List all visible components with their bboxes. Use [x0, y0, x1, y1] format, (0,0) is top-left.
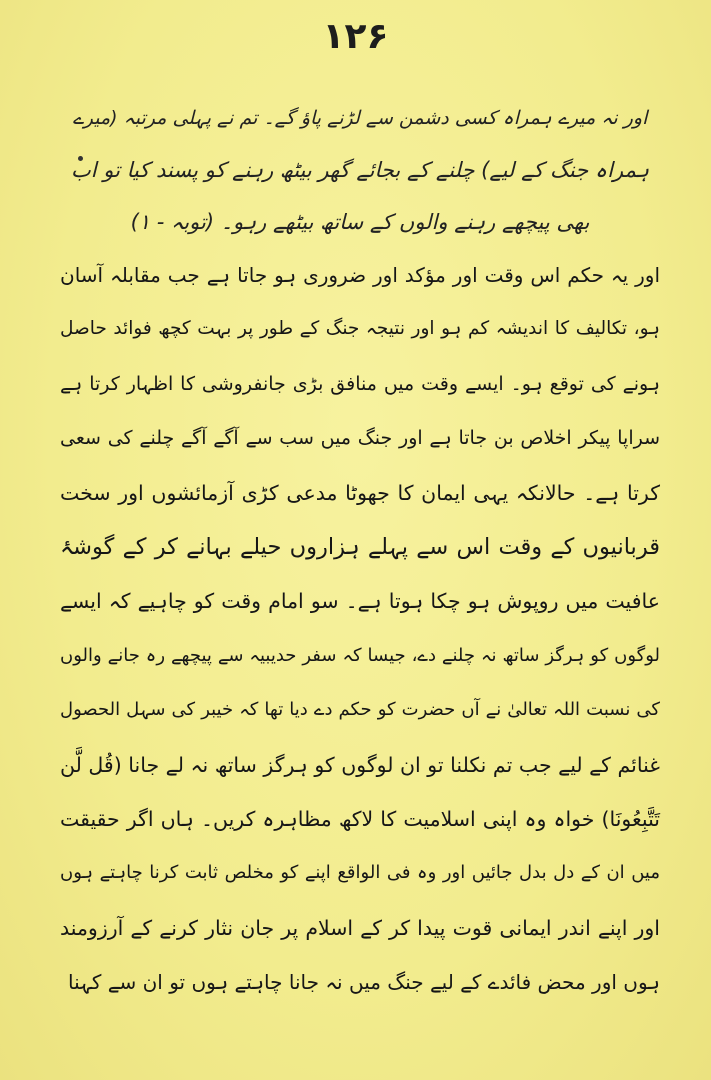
text-line: اور یہ حکم اس وقت اور مؤکد اور ضروری ہو جاتا ہے جب مقابلہ آسان	[60, 263, 660, 287]
quote-line: اور نہ میرے ہمراہ کسی دشمن سے لڑنے پاؤ گے۔ تم نے پہلی مرتبہ (میرے	[72, 107, 648, 129]
text-line: اور اپنے اندر ایمانی قوت پیدا کر کے اسلام پر جان نثار کرنے کے آرزومند	[60, 915, 660, 940]
text-line: تَتَّبِعُونَا) خواہ وہ اپنی اسلامیت کا لاکھ مظاہرہ کریں۔ ہاں اگر حقیقت	[60, 806, 660, 831]
quoted-verse	[70, 92, 650, 248]
body-paragraph	[60, 248, 660, 1009]
text-line: غنائم کے لیے جب تم نکلنا تو ان لوگوں کو ہرگز ساتھ نہ لے جانا (قُل لَّن	[60, 752, 660, 777]
text-line: عافیت میں روپوش ہو چکا ہوتا ہے۔ سو امام وقت کو چاہیے کہ ایسے	[60, 589, 660, 614]
text-line: کرتا ہے۔ حالانکہ یہی ایمان کا جھوٹا مدعی کڑی آزمائشوں اور سخت	[60, 480, 660, 505]
text-line: کی نسبت اللہ تعالیٰ نے آں حضرت کو حکم دے دیا تھا کہ خیبر کی سہل الحصول	[60, 699, 660, 721]
page-number: ۱۲۶	[322, 16, 389, 57]
quote-line: ہمراہ جنگ کے لیے) چلنے کے بجائے گھر بیٹھ رہنے کو پسند کیا تو اب	[70, 158, 650, 182]
text-line: قربانیوں کے وقت اس سے پہلے ہزاروں حیلے بہانے کر کے گوشۂ	[60, 533, 660, 560]
text-line: ہونے کی توقع ہو۔ ایسے وقت میں منافق بڑی جانفروشی کا اظہار کرتا ہے	[60, 372, 660, 395]
text-line: سراپا پیکر اخلاص بن جاتا ہے اور جنگ میں سب سے آگے آگے چلنے کی سعی	[60, 427, 660, 450]
text-line: لوگوں کو ہرگز ساتھ نہ چلنے دے، جیسا کہ سفر حدیبیہ سے پیچھے رہ جانے والوں	[60, 644, 660, 666]
text-line: میں ان کے دل بدل جائیں اور وہ فی الواقع اپنے کو مخلص ثابت کرنا چاہتے ہوں	[60, 862, 660, 884]
text-line: ہو، تکالیف کا اندیشہ کم ہو اور نتیجہ جنگ کے طور پر بہت کچھ فوائد حاصل	[60, 318, 660, 340]
text-line: ہوں اور محض فائدے کے لیے جنگ میں نہ جانا چاہتے ہوں تو ان سے کہنا	[68, 970, 660, 995]
quote-line: بھی پیچھے رہنے والوں کے ساتھ بیٹھے رہو۔ (توبہ - ۱)	[130, 210, 590, 234]
